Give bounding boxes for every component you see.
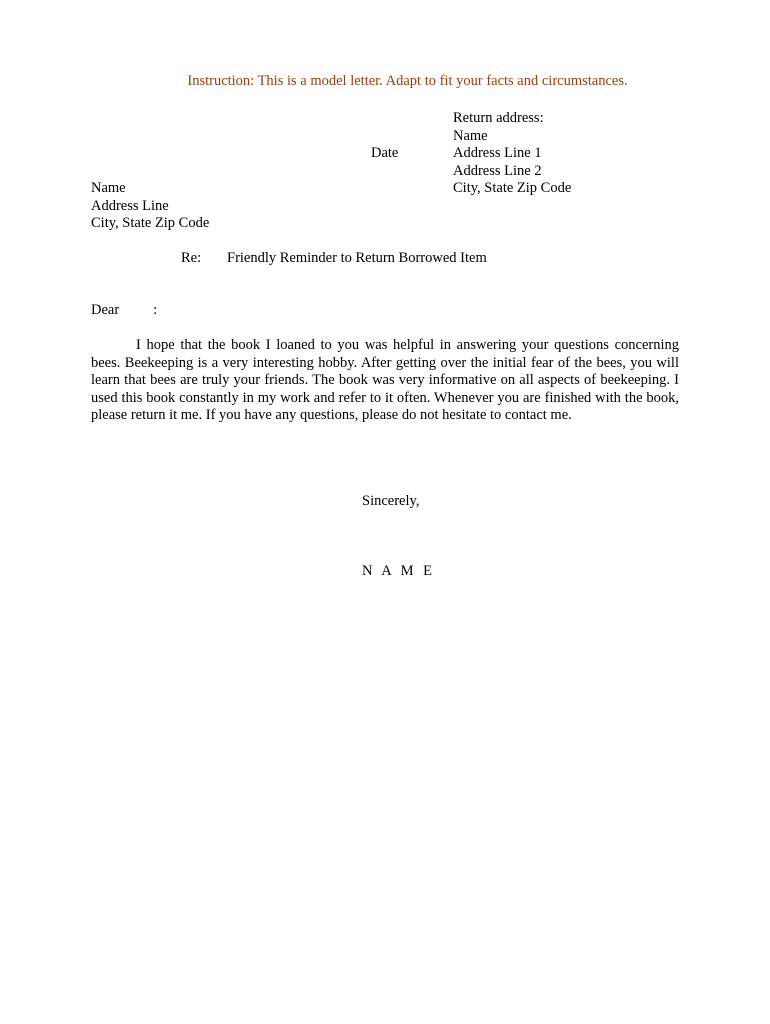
re-subject: Friendly Reminder to Return Borrowed Item	[227, 250, 487, 266]
return-address-city-state-zip: City, State Zip Code	[453, 180, 572, 196]
recipient-address-block	[91, 180, 209, 233]
re-label: Re:	[181, 250, 202, 266]
return-address-name: Name	[453, 127, 488, 144]
letter-body-paragraph: I hope that the book I loaned to you was helpful in answering your questions concerning bees. Beekeeping is a very interesting hobby. After getting over the initial fear of the bees, you will learn that bees are truly your friends. The book was very informative on all aspects of beekeeping. I used this book constantly in my work and refer to it often. Whenever you are finished with the book, please return it me. If you have any questions, please do not hesitate to contact me.	[91, 337, 679, 424]
recipient-name: Name	[91, 180, 126, 196]
return-address-line-1: Address Line 1	[453, 145, 542, 161]
salutation-word: Dear	[91, 302, 120, 318]
date-field: Date	[371, 145, 399, 161]
signature-name: N A M E	[362, 563, 435, 579]
instruction-note: Instruction: This is a model letter. Adapt to fit your facts and circumstances.	[187, 73, 628, 89]
return-address-block	[453, 110, 571, 198]
return-address-heading: Return address:	[453, 110, 544, 126]
return-address-line-2: Address Line 2	[453, 162, 542, 179]
salutation	[91, 302, 157, 320]
recipient-city-state-zip: City, State Zip Code	[91, 215, 210, 231]
recipient-address-line: Address Line	[91, 197, 169, 214]
salutation-colon: :	[153, 302, 158, 318]
closing: Sincerely,	[362, 493, 420, 509]
